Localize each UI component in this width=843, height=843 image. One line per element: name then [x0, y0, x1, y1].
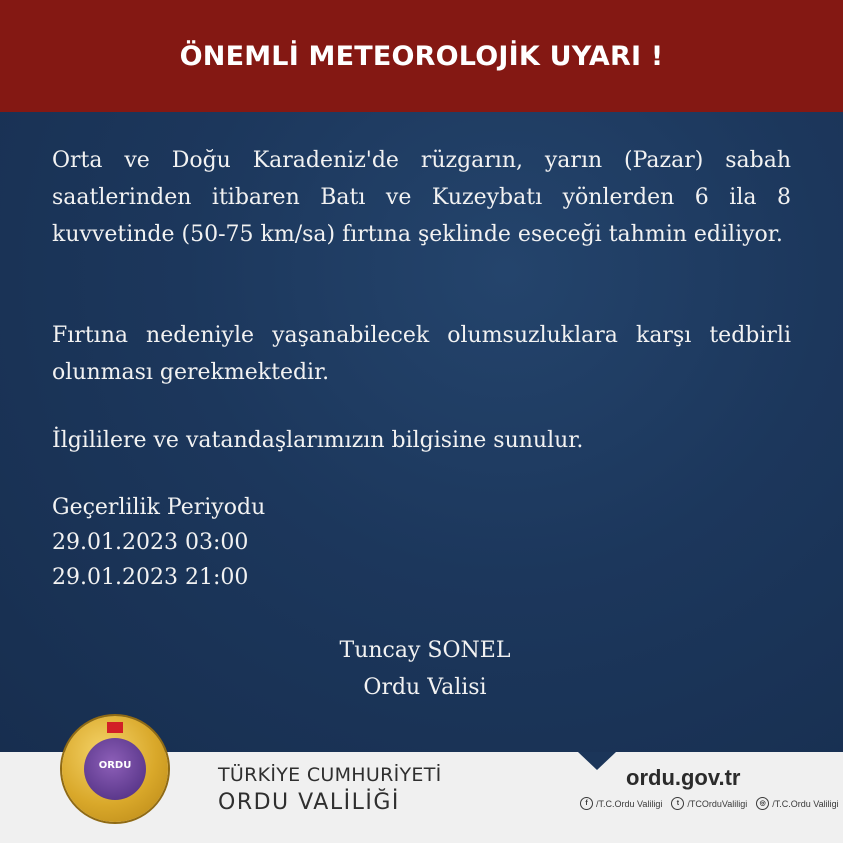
instagram-handle: /T.C.Ordu Valiligi	[772, 798, 839, 809]
validity-start: 29.01.2023 03:00	[52, 530, 249, 555]
brand-line-1: TÜRKİYE CUMHURİYETİ	[218, 764, 442, 786]
twitter-link[interactable]	[671, 797, 747, 810]
footer-notch	[578, 752, 616, 770]
announcement-paragraph-2: Fırtına nedeniyle yaşanabilecek olumsuzluklara karşı tedbirli olunması gerekmektedir.	[52, 323, 791, 385]
website-link[interactable]: ordu.gov.tr	[626, 765, 741, 790]
brand-line-2: ORDU VALİLİĞİ	[218, 790, 400, 815]
header-bar	[0, 0, 843, 112]
announcement-paragraph-1: Orta ve Doğu Karadeniz'de rüzgarın, yarın (Pazar) sabah saatlerinden itibaren Batı ve Kuzeybatı yönlerden 6 ila 8 kuvvetinde (50-75 km/sa) fırtına şeklinde eseceği tahmin ediliyor.	[52, 148, 791, 247]
validity-period	[52, 490, 265, 595]
announcement-body	[0, 112, 843, 752]
seal-inner-emblem	[84, 738, 146, 800]
social-links	[580, 797, 839, 810]
signatory-name: Tuncay SONEL	[339, 638, 511, 663]
twitter-handle: /TCOrduValiligi	[687, 798, 748, 809]
validity-end: 29.01.2023 21:00	[52, 565, 249, 590]
governorship-seal-logo	[62, 716, 168, 822]
announcement-paragraph-3: İlgililere ve vatandaşlarımızın bilgisine sunulur.	[52, 428, 584, 453]
facebook-icon: f	[580, 797, 593, 810]
twitter-icon: t	[671, 797, 684, 810]
instagram-link[interactable]	[756, 797, 838, 810]
page-title: ÖNEMLİ METEOROLOJİK UYARI !	[179, 40, 664, 72]
validity-label: Geçerlilik Periyodu	[52, 495, 266, 520]
signature-block	[305, 632, 545, 706]
instagram-icon: ◎	[756, 797, 769, 810]
turkish-flag-icon	[107, 722, 123, 733]
seal-inner-text: ORDU	[98, 760, 132, 771]
facebook-link[interactable]	[580, 797, 662, 810]
facebook-handle: /T.C.Ordu Valiligi	[596, 798, 663, 809]
signatory-title: Ordu Valisi	[363, 675, 487, 700]
